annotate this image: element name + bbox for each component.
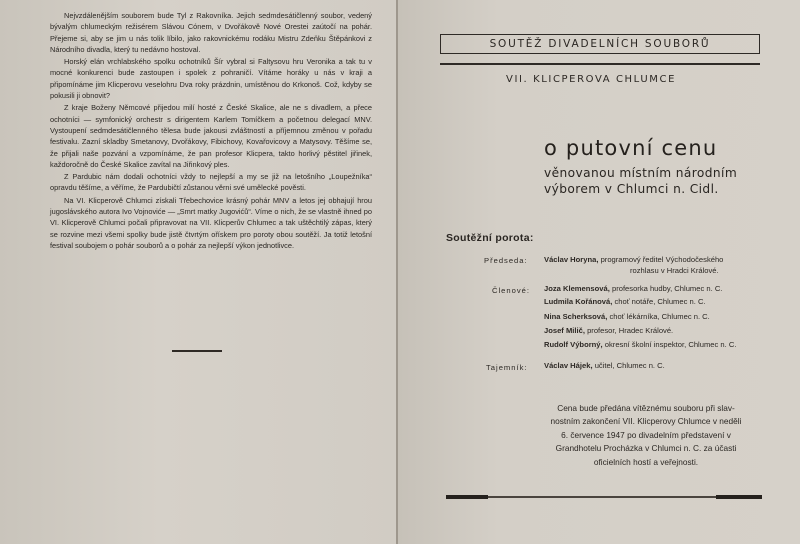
chair-label: Předseda:: [484, 256, 528, 265]
chair-entry: [544, 254, 764, 265]
left-page-text: [50, 10, 372, 251]
member-name: Nina Scherksová,: [544, 312, 608, 321]
chair-description: programový ředitel Východočeského: [600, 255, 724, 264]
jury-member: [544, 339, 784, 350]
jury-heading: Soutěžní porota:: [446, 232, 534, 244]
bottom-divider: [446, 496, 762, 498]
award-note: [526, 402, 766, 469]
award-note-line: oficielních hostí a veřejnosti.: [593, 456, 699, 467]
member-name: Ludmila Kořánová,: [544, 297, 613, 306]
member-name: Rudolf Výborný,: [544, 340, 603, 349]
secretary-description: učitel, Chlumec n. C.: [594, 361, 665, 370]
member-description: okresní školní inspektor, Chlumec n. C.: [604, 340, 737, 349]
title-divider: [440, 63, 760, 65]
bottom-divider-accent-left: [446, 495, 488, 499]
dedication-line: věnovanou místním národním: [544, 166, 738, 180]
member-description: profesor, Hradec Králové.: [587, 326, 674, 335]
award-note-line: Grandhotelu Procházka v Chlumci n. C. za účasti: [555, 443, 737, 454]
secretary-label: Tajemník:: [486, 363, 528, 372]
program-subtitle: VII. KLICPEROVA CHLUMCE: [506, 74, 676, 85]
chair-description-line-2: rozhlasu v Hradci Králové.: [630, 266, 719, 275]
right-page: [398, 0, 800, 544]
prize-headline: o putovní cenu: [544, 136, 718, 160]
member-name: Joza Klemensová,: [544, 284, 610, 293]
award-note-line: nostním zakončení VII. Klicperovy Chlumce v neděli: [550, 416, 742, 427]
left-page: [0, 0, 398, 544]
award-note-line: Cena bude předána vítěznému souboru při slav-: [557, 403, 735, 413]
left-page-divider: [172, 350, 222, 352]
program-title: SOUTĚŽ DIVADELNÍCH SOUBORŮ: [440, 34, 760, 54]
secretary-entry: [544, 360, 764, 371]
paragraph: Nejvzdálenějším souborem bude Tyl z Rakovníka. Jejich sedmdesátičlenný soubor, vedený bývalým chlumeckým režisérem Slávou Cónem, v Dvořákově Nové Orestei zaútočí na pohár. Přejeme si, aby se jim u nás tolik líbilo, jako rakovnickému rodáku Mistru Zdeňku Štěpánkovi z Národního divadla, který tu nedávno hostoval.: [50, 11, 372, 54]
paragraph: Z Pardubic nám dodali ochotníci vždy to nejlepší a my se již na letošního „Loupežníka“ opravdu těšíme, a věříme, že Pardubičtí zůstanou věrni své umělecké pověsti.: [50, 172, 372, 193]
jury-member: [544, 325, 764, 336]
award-note-line: 6. července 1947 po divadelním představení v: [561, 429, 731, 440]
jury-member: [544, 296, 764, 307]
jury-member: [544, 311, 764, 322]
chair-name: Václav Horyna,: [544, 255, 599, 264]
member-description: choť lékárníka, Chlumec n. C.: [609, 312, 710, 321]
members-label: Členové:: [492, 286, 530, 295]
member-description: choť notáře, Chlumec n. C.: [614, 297, 706, 306]
jury-member: [544, 283, 764, 294]
member-description: profesorka hudby, Chlumec n. C.: [611, 284, 723, 293]
dedication-line: výborem v Chlumci n. Cidl.: [544, 182, 719, 196]
paragraph: Horský elán vrchlabského spolku ochotníků Šír vybral si Faltysovu hru Veronika a tak tu v mocné konkurenci bude zastoupen i spolek z pohraničí. Vítáme horáky u nás v kraji a připomínáme jim Klicperovu veselohru Dva roky prázdnin, umístěnou do Krkonoš. Což, kdyby se pokusili ji obnovit?: [50, 57, 372, 101]
paragraph: Z kraje Boženy Němcové přijedou milí hosté z České Skalice, ale ne s divadlem, a přece ochotníci — symfonický orchestr s dirigentem Karlem Tomíčkem a početnou delegací MNV. Vystoupení sedmdesátičlenného tělesa bude jakousi zvláštností a příjemnou změnou v pořadu festivalu. Zazní skladby Smetanovy, Dvořákovy, Fibichovy, Kovařovicovy a Matysovy. Těšíme se, že přijali naše pozvání a vzpomínáme, že pan profesor Klicpera, takto horlivý pěstitel jiřinek, každoročně do České Skalice zavítal na Jiřinkový ples.: [50, 103, 372, 169]
prize-dedication: [544, 165, 784, 197]
paragraph: Na VI. Klicperově Chlumci získali Třebechovice krásný pohár MNV a letos jej obhajují hrou jugoslávského autora Ivo Vojnoviće — „Smrt matky Jugovićů“. Víme o nich, že se vlastně ihned po VI. Klicperově Chlumci počali připravovat na VII. Klicperův Chlumec a tak uštěchtilý zápas, který se rozvine mezi všemi spolky bude jistě čtvrtým ořískem pro poroty obou soutěží. Ja totiž letošní festival soubojem o pohár souborů a o pohár za nejlepší výkon jednotlivce.: [50, 195, 372, 250]
secretary-name: Václav Hájek,: [544, 361, 593, 370]
bottom-divider-accent-right: [716, 495, 762, 499]
member-name: Josef Milič,: [544, 326, 585, 335]
